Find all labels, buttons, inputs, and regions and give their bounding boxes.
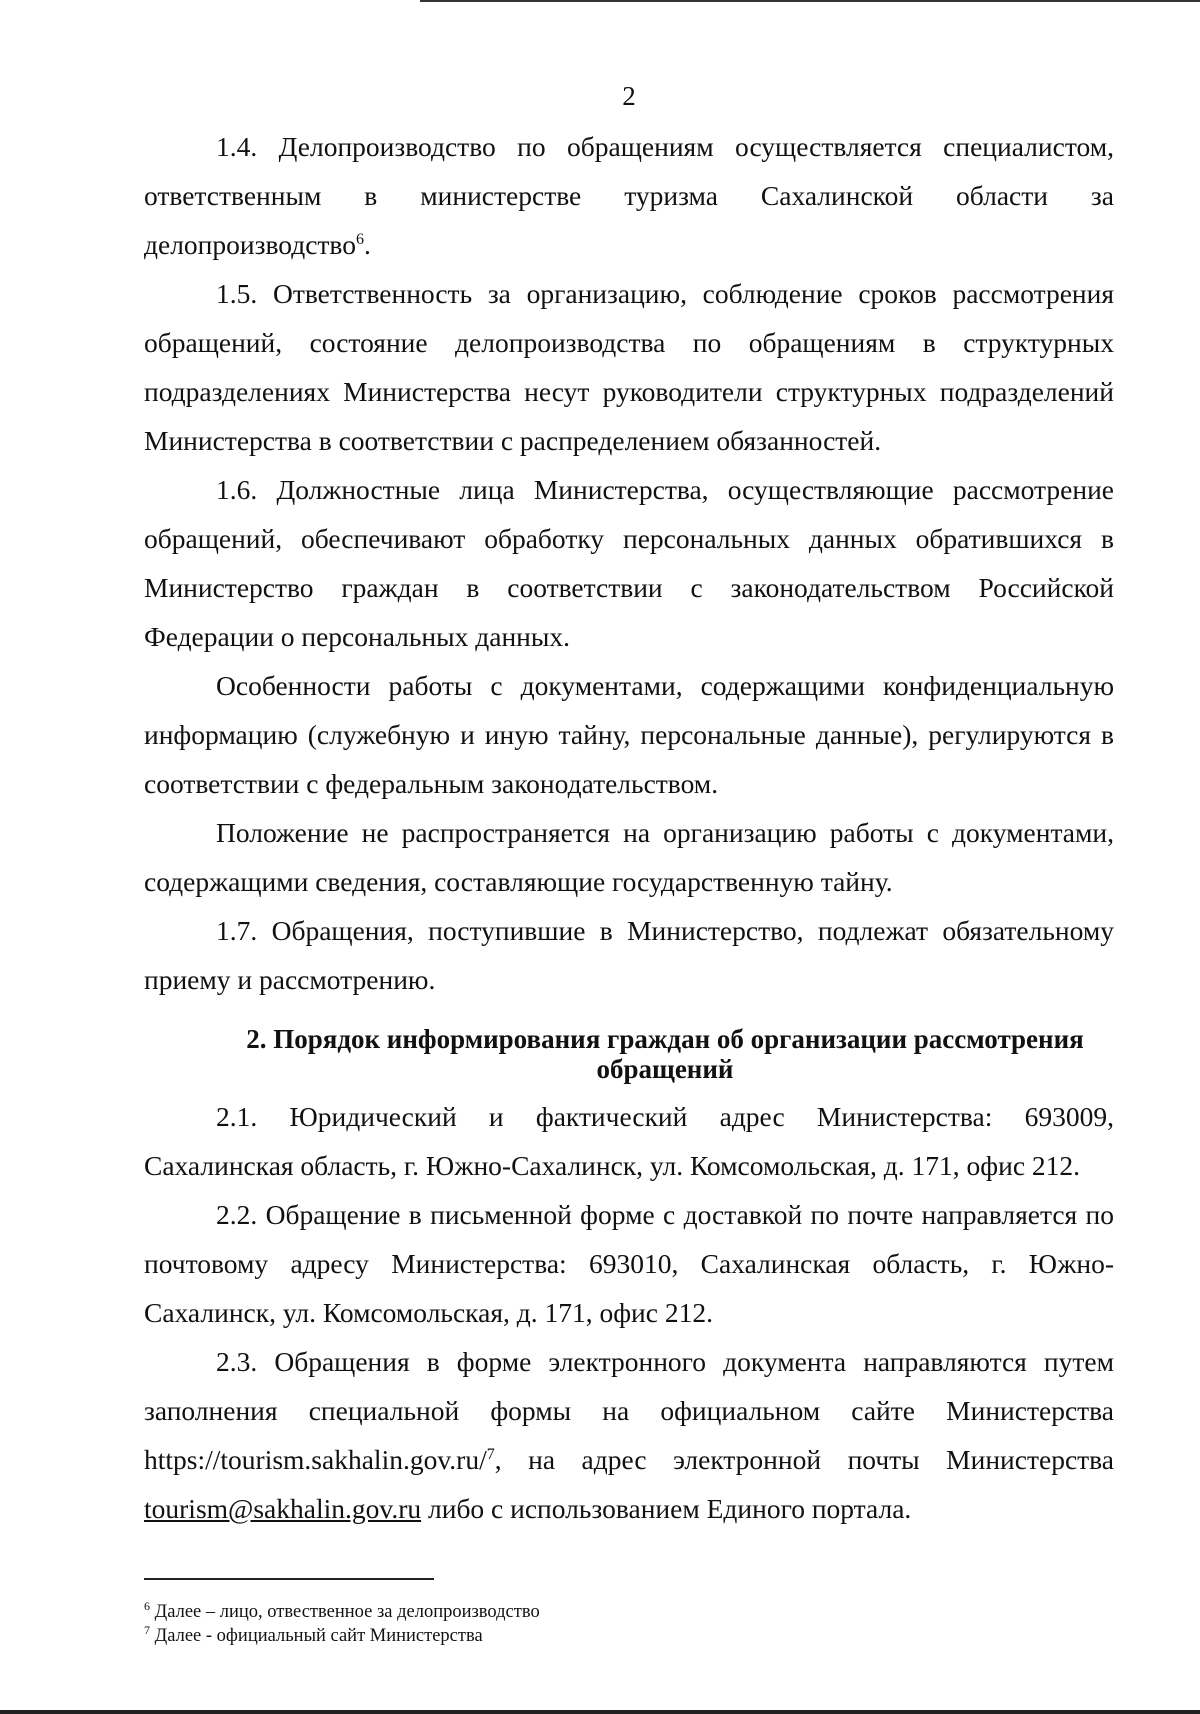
email-link[interactable]: tourism@sakhalin.gov.ru <box>144 1493 422 1524</box>
document-page <box>144 70 1114 1533</box>
paragraph-2-3-part2: , на адрес электронной почты Министерства <box>494 1444 1114 1475</box>
footnote-7 <box>144 1624 1044 1648</box>
paragraph-1-4-text: 1.4. Делопроизводство по обращениям осуществляется специалистом, ответственным в министерстве туризма Сахалинской области за делопроизводство <box>144 131 1114 260</box>
paragraph-1-4-tail: . <box>363 229 371 260</box>
section-2-heading: 2. Порядок информирования граждан об организации рассмотрения обращений <box>246 1024 1084 1084</box>
paragraph-2-1: 2.1. Юридический и фактический адрес Министерства: 693009, Сахалинская область, г. Южно-Сахалинск, ул. Комсомольская, д. 171, офис 212. <box>144 1101 1114 1181</box>
paragraph-state-secret: Положение не распространяется на организацию работы с документами, содержащими сведения, составляющие государственную тайну. <box>144 817 1114 897</box>
footnote-6-number: 6 <box>144 1598 150 1613</box>
footnote-divider <box>144 1578 434 1580</box>
paragraph-1-7: 1.7. Обращения, поступившие в Министерство, подлежат обязательному приему и рассмотрению. <box>144 915 1114 995</box>
footnote-ref-6[interactable]: 6 <box>355 230 364 248</box>
paragraph-2-2: 2.2. Обращение в письменной форме с доставкой по почте направляется по почтовому адресу Министерства: 693010, Сахалинская область, г. Южно-Сахалинск, ул. Комсомольская, д. 171, офис 212. <box>144 1199 1114 1328</box>
paragraph-1-6: 1.6. Должностные лица Министерства, осуществляющие рассмотрение обращений, обеспечивают обработку персональных данных обратившихся в Министерство граждан в соответствии с законодательством Российской Федерации о персональных данных. <box>144 474 1114 652</box>
footnote-7-number: 7 <box>144 1622 150 1637</box>
footnote-6-text: Далее – лицо, отвественное за делопроизводство <box>150 1602 540 1622</box>
scan-edge-bottom <box>0 1710 1200 1714</box>
scan-edge-top <box>420 0 1200 2</box>
footnotes <box>144 1578 1044 1648</box>
paragraph-2-3-part3: либо с использованием Единого портала. <box>421 1493 912 1524</box>
paragraph-2-3 <box>144 1337 1114 1533</box>
paragraph-1-4 <box>144 122 1114 269</box>
footnote-ref-7[interactable]: 7 <box>486 1445 495 1463</box>
paragraph-confidential: Особенности работы с документами, содержащими конфиденциальную информацию (служебную и иную тайну, персональные данные), регулируются в соответствии с федеральным законодательством. <box>144 670 1114 799</box>
footnote-7-text: Далее - официальный сайт Министерства <box>150 1626 483 1646</box>
paragraph-1-5: 1.5. Ответственность за организацию, соблюдение сроков рассмотрения обращений, состояние делопроизводства по обращениям в структурных подразделениях Министерства несут руководители структурных подразделений Министерства в соответствии с распределением обязанностей. <box>144 278 1114 456</box>
paragraph-2-3-part1: 2.3. Обращения в форме электронного документа направляются путем заполнения специальной формы на официальном сайте Министерства https://tourism.sakhalin.gov.ru/ <box>144 1346 1114 1475</box>
page-number: 2 <box>622 81 636 111</box>
footnote-6 <box>144 1600 1044 1624</box>
